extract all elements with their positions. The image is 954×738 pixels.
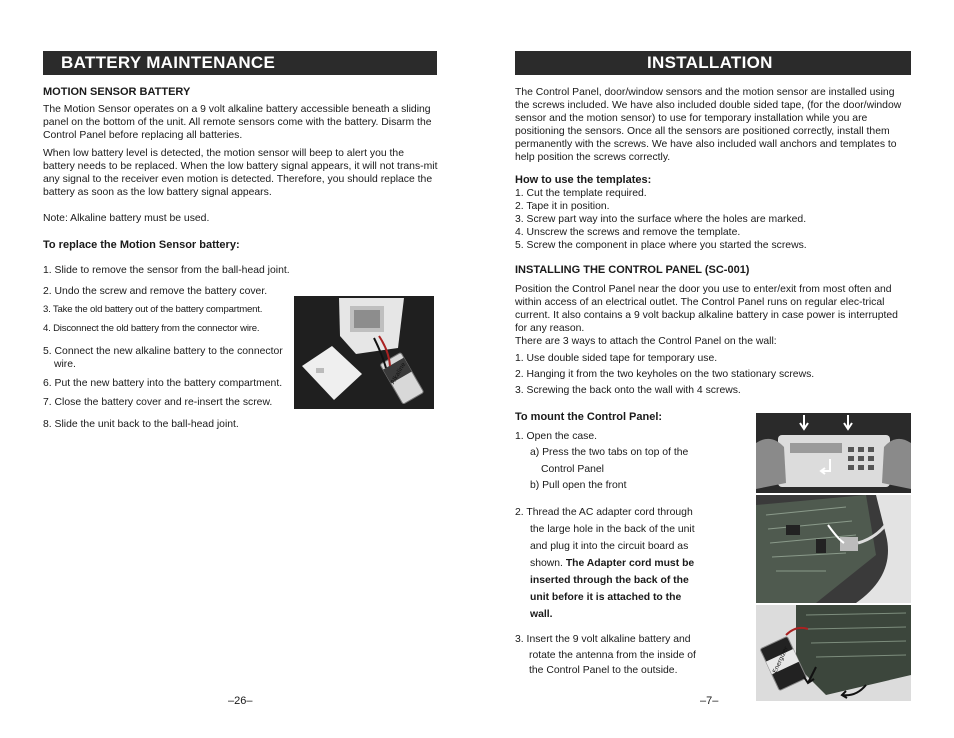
replace-step-5-cont: wire. xyxy=(54,359,76,370)
replace-step-5: 5. Connect the new alkaline battery to the connector xyxy=(43,346,283,357)
battery-insert-photo xyxy=(756,605,911,701)
control-panel-para: Position the Control Panel near the door you use to enter/exit from most often and within access of an electrical outlet. The Control Panel runs on regular elec-trical current. It also contains a 9 volt backup alkaline battery in case power is interrupted for any reason. xyxy=(515,284,898,334)
mount-step-2-warning-3: unit before it is attached to the xyxy=(530,592,682,603)
mount-step-1a-cont: Control Panel xyxy=(541,464,604,475)
control-panel-way-3: 3. Screwing the back onto the wall with 4 screws. xyxy=(515,385,741,396)
replace-step-6: 6. Put the new battery into the battery compartment. xyxy=(43,378,283,389)
replace-step-7: 7. Close the battery cover and re-insert the screw. xyxy=(43,397,273,408)
open-case-photo xyxy=(756,413,911,493)
mount-step-2-shown: shown. xyxy=(530,558,563,569)
mount-step-2-line4 xyxy=(530,557,694,570)
control-panel-way-2: 2. Hanging it from the two keyholes on the two stationary screws. xyxy=(515,369,815,380)
replace-step-1: 1. Slide to remove the sensor from the ball-head joint. xyxy=(43,265,290,276)
mount-step-2-warning-2: inserted through the back of the xyxy=(530,575,689,586)
mount-step-3-line1: 3. Insert the 9 volt alkaline battery and xyxy=(515,634,691,645)
battery-insert-illustration xyxy=(756,605,911,701)
mount-step-3-line2: rotate the antenna from the inside of xyxy=(529,650,696,661)
energizer-label: Energizer xyxy=(771,645,790,675)
templates-step-2: 2. Tape it in position. xyxy=(515,201,610,212)
circuit-board-photo xyxy=(756,495,911,603)
motion-sensor-para2: When low battery level is detected, the motion sensor will beep to alert you the battery needs to be replaced. When the low battery signal appears, it will not trans-mit any signal to the receiver even motion is detected. Therefore, you should replace the battery as soon as the low battery signal appears. xyxy=(43,148,438,198)
mount-step-1: 1. Open the case. xyxy=(515,431,598,442)
mount-step-1a: a) Press the two tabs on top of the xyxy=(530,447,689,458)
control-panel-heading: INSTALLING THE CONTROL PANEL (SC-001) xyxy=(515,264,750,276)
templates-step-1: 1. Cut the template required. xyxy=(515,188,647,199)
motion-sensor-battery-heading: MOTION SENSOR BATTERY xyxy=(43,86,191,98)
replace-step-8: 8. Slide the unit back to the ball-head joint. xyxy=(43,419,239,430)
control-panel-way-1: 1. Use double sided tape for temporary use. xyxy=(515,353,718,364)
right-page-number: –7– xyxy=(700,695,719,707)
replace-step-2: 2. Undo the screw and remove the battery cover. xyxy=(43,286,268,297)
left-page-number: –26– xyxy=(228,695,253,707)
control-panel-ways-intro: There are 3 ways to attach the Control Panel on the wall: xyxy=(515,336,777,347)
mount-heading: To mount the Control Panel: xyxy=(515,411,663,423)
battery-maintenance-banner: BATTERY MAINTENANCE xyxy=(43,51,437,75)
motion-sensor-para1: The Motion Sensor operates on a 9 volt alkaline battery accessible beneath a sliding panel on the bottom of the unit. All remote sensors come with the battery. Disarm the Control Panel before replacing all batteries. xyxy=(43,104,432,141)
mount-step-2-line2: the large hole in the back of the unit xyxy=(530,524,695,535)
alkaline-note: Note: Alkaline battery must be used. xyxy=(43,213,210,224)
templates-step-5: 5. Screw the component in place where you started the screws. xyxy=(515,240,807,251)
templates-heading: How to use the templates: xyxy=(515,174,652,186)
replace-step-3: 3. Take the old battery out of the battery compartment. xyxy=(43,304,263,315)
circuit-board-illustration xyxy=(756,495,911,603)
replace-step-4: 4. Disconnect the old battery from the connector wire. xyxy=(43,323,260,334)
right-page xyxy=(477,0,954,738)
templates-step-4: 4. Unscrew the screws and remove the template. xyxy=(515,227,741,238)
open-case-illustration xyxy=(756,413,911,493)
mount-step-1b: b) Pull open the front xyxy=(530,480,627,491)
battery-label: Alkaline xyxy=(389,361,408,386)
motion-sensor-battery-photo xyxy=(294,296,434,409)
mount-step-2-warning-1: The Adapter cord must be xyxy=(565,558,695,569)
motion-sensor-photo-illustration xyxy=(294,296,434,409)
installation-banner: INSTALLATION xyxy=(515,51,911,75)
mount-step-2-line1: 2. Thread the AC adapter cord through xyxy=(515,507,693,518)
mount-step-3-line3: the Control Panel to the outside. xyxy=(529,665,678,676)
installation-intro: The Control Panel, door/window sensors and the motion sensor are installed using the screws included. We have also included double sided tape, (for the door/window sensor and the motion sensor) to use for temporary installation while you are positioning the sensors. Once all the sensors are positioned correctly, install them permanently with the screws. We have also included wall anchors and templates to help position the screws correctly. xyxy=(515,87,902,163)
mount-step-2-line3: and plug it into the circuit board as xyxy=(530,541,689,552)
mount-step-2-warning-4: wall. xyxy=(530,609,553,620)
templates-step-3: 3. Screw part way into the surface where the holes are marked. xyxy=(515,214,807,225)
replace-battery-heading: To replace the Motion Sensor battery: xyxy=(43,239,240,251)
